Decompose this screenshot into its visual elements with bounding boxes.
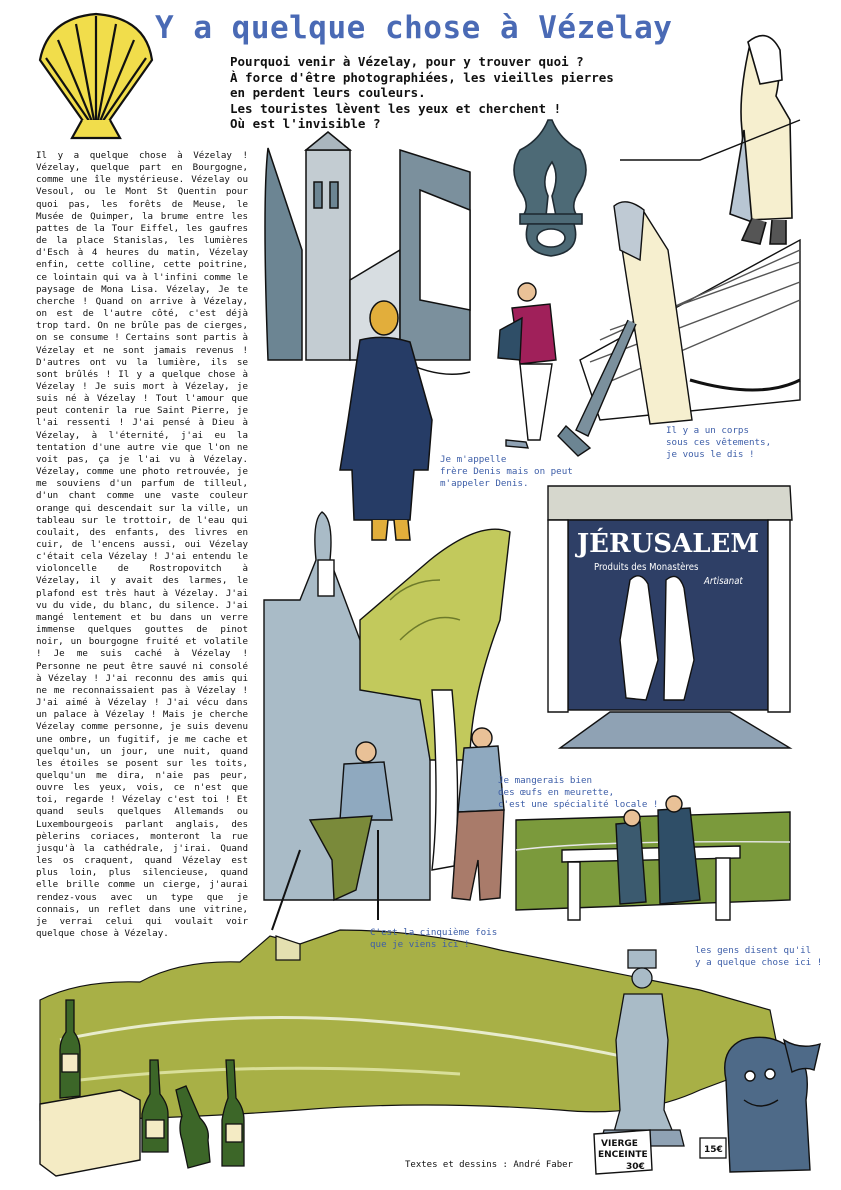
statue-tag-line2: ENCEINTE bbox=[598, 1150, 648, 1160]
intro-line: Les touristes lèvent les yeux et cherchent ! bbox=[230, 100, 562, 116]
scallop-shell-icon bbox=[40, 14, 152, 138]
statue-price-tag bbox=[594, 1130, 652, 1174]
caption-cinquieme-fois bbox=[370, 927, 497, 951]
intro-line: Pourquoi venir à Vézelay, pour y trouver quoi ? bbox=[230, 54, 584, 69]
caption-line: m'appeler Denis. bbox=[440, 478, 529, 489]
shop-sign-line2: Artisanat bbox=[704, 576, 743, 587]
credit-line: Textes et dessins : André Faber bbox=[405, 1160, 573, 1170]
shop-sign-name: JÉRUSALEM bbox=[576, 529, 760, 559]
caption-line: je vous le dis ! bbox=[666, 449, 755, 460]
caption-line: Je mangerais bien bbox=[498, 775, 593, 786]
caption-line: les gens disent qu'il bbox=[695, 945, 812, 956]
caption-corps bbox=[666, 425, 771, 461]
caption-line: que je viens ici ! bbox=[370, 939, 470, 950]
door-knocker-ornament bbox=[514, 120, 586, 256]
caption-line: sous ces vêtements, bbox=[666, 437, 772, 448]
intro-paragraph bbox=[230, 54, 670, 132]
shop-sign-line1: Produits des Monastères bbox=[594, 562, 699, 573]
couple-at-viewpoint-scene bbox=[516, 796, 790, 920]
main-text-column: Il y a quelque chose à Vézelay ! Vézelay, quelque part en Bourgogne, comme une île mystérieuse. Vézelay ou Vesoul, ou le Mont St Quentin pour quoi pas, les forêts de Meuse, le Musée de Quimper, la brume entre les pattes de la Tour Eiffel, les gaufres de la place Stanislas, les lumières d'Esch à 4 heures du matin, Vézelay enfin, cette colline, cette poitrine, ce lointain qui va à l'infini comme le paysage de Mona Lisa. Vézelay, Je te cherche ! Quand on arrive à Vézelay, on est de l'autre côté, c'est déjà trop tard. On ne brûle pas de cierges, on se consume ! Certains sont partis à Vézelay et ne sont jamais revenus ! D'autres ont vu la lumière, ils se sont brûlés ! Il y a quelque chose à Vézelay ! Je suis mort à Vézelay, je suis né à Vézelay ! Tout l'amour que peut contenir la rue Saint Pierre, je l'ai ressenti ! J'ai pensé à Dieu à Vézelay, à l'éternité, j'ai eu la tentation d'une autre vie que l'on ne voit pas, ça je l'ai vu à Vézelay. Vézelay, comme une photo retrouvée, je me souviens d'un parfum de tilleul, d'un chant comme une vaste couleur orange qui descendait sur la ville, un tableau sur le trottoir, de l'eau qui coulait, des enfants, des livres en cuir, de l'encens aussi, oui Vézelay c'était cela Vézelay ! J'ai entendu le violoncelle de Rostropovitch à Vézelay, il y avait des larmes, le plafond est très haut à Vézelay. J'ai vu du vide, du blanc, du silence. J'ai mangé lentement et bu dans un verre immense quelques gouttes de pinot noir, un bourgogne fruité et volatile ! Je me suis caché à Vézelay ! Personne ne peut être sauvé ni consolé à Vézelay ! J'ai reconnu des amis qui ne me reconnaissaient pas à Vézelay ! J'ai aimé à Vézelay ! J'ai vécu dans un palace à Vézelay ! Mais je cherche Vézelay comme personne, je suis devenu une ombre, un fugitif, je me cache et quelqu'un, un jour, une nuit, quand les étoiles se posent sur les toits, quelqu'un me dira, n'aie pas peur, ouvre les yeux, vois, ce n'est que toi, regarde ! Vézelay c'est toi ! Et quand seuls quelques Allemands ou Luxembourgeois parlant anglais, des pèlerins coriaces, monteront la rue jusqu'à la cathédrale, j'irai. Quand les os craquent, quand Vézelay est plus loin, plus silencieuse, quand elle brille comme un cierge, j'aurai rendez-vous avec un type que je connais, un reflet dans une vitrine, je verrai celui qui voulait voir quelque chose à Vézelay. bbox=[36, 150, 248, 939]
cheese-block bbox=[40, 1090, 140, 1176]
gargoyle-sculpture bbox=[725, 1037, 820, 1172]
gargoyle-price: 15€ bbox=[704, 1145, 723, 1155]
photographer-woman-figure bbox=[498, 283, 556, 448]
caption-line: frère Denis mais on peut bbox=[440, 466, 573, 477]
gargoyle-price-tag bbox=[700, 1138, 726, 1158]
caption-oeufs-meurette bbox=[498, 775, 658, 811]
intro-line: Où est l'invisible ? bbox=[230, 116, 381, 131]
statue-tag-price: 30€ bbox=[626, 1162, 645, 1172]
jerusalem-shop-front bbox=[548, 486, 792, 748]
statue-tag-line1: VIERGE bbox=[601, 1139, 638, 1149]
pilgrim-woman-figure bbox=[730, 36, 792, 244]
caption-frere-denis bbox=[440, 454, 573, 490]
caption-line: c'est une spécialité locale ! bbox=[498, 799, 659, 810]
caption-line: des œufs en meurette, bbox=[498, 787, 615, 798]
intro-line: en perdent leurs couleurs. bbox=[230, 85, 426, 100]
caption-line: y a quelque chose ici ! bbox=[695, 957, 823, 968]
caption-line: C'est la cinquième fois bbox=[370, 927, 498, 938]
caption-les-gens bbox=[695, 945, 822, 969]
page-title: Y a quelque chose à Vézelay bbox=[155, 10, 673, 46]
caption-line: Il y a un corps bbox=[666, 425, 749, 436]
caption-line: Je m'appelle bbox=[440, 454, 507, 465]
intro-line: À force d'être photographiées, les vieilles pierres bbox=[230, 69, 614, 85]
